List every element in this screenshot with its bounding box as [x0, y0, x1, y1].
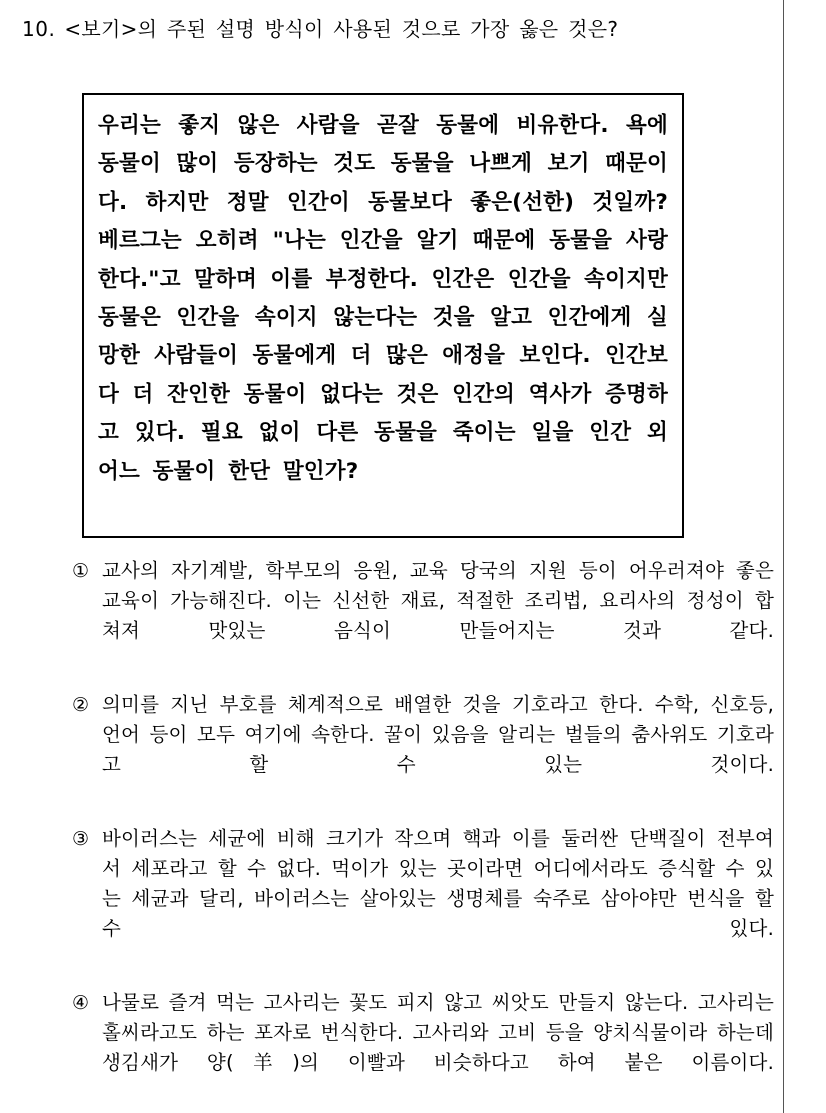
- choice-text-3: 바이러스는 세균에 비해 크기가 작으며 핵과 이를 둘러싼 단백질이 전부여서 세포라고 할 수 없다. 먹이가 있는 곳이라면 어디에서라도 증식할 수 있는 세균과 달리, 바이러스는 살아있는 생명체를 숙주로 삼아야만 번식을 할 수 있다.: [102, 827, 774, 940]
- answer-choice-1[interactable]: [22, 556, 782, 676]
- passage-text: 우리는 좋지 않은 사람을 곧잘 동물에 비유한다. 욕에 동물이 많이 등장하는 것도 동물을 나쁘게 보기 때문이다. 하지만 정말 인간이 동물보다 좋은(선한) 것일까? 베르그는 오히려 "나는 인간을 알기 때문에 동물을 사랑한다."고 말하며 이를 부정한다. 인간은 인간을 속이지만 동물은 인간을 속이지 않는다는 것을 알고 인간에게 실망한 사람들이 동물에게 더 많은 애정을 보인다. 인간보다 더 잔인한 동물이 없다는 것은 인간의 역사가 증명하고 있다. 필요 없이 다른 동물을 죽이는 일을 인간 외 어느 동물이 한단 말인가?: [98, 113, 668, 484]
- passage-box: [82, 93, 684, 538]
- answer-choice-list: [22, 556, 782, 1113]
- choice-marker-3: ③: [72, 828, 90, 850]
- passage-inner: [84, 95, 682, 501]
- question-stem-block: [22, 14, 762, 44]
- choice-marker-4: ④: [72, 992, 90, 1014]
- choice-text-4: 나물로 즐겨 먹는 고사리는 꽃도 피지 않고 씨앗도 만들지 않는다. 고사리는 홀씨라고도 하는 포자로 번식한다. 고사리와 고비 등을 양치식물이라 하는데 생김새가 양(羊)의 이빨과 비슷하다고 하여 붙은 이름이다.: [102, 991, 774, 1074]
- answer-choice-4[interactable]: [22, 988, 782, 1108]
- choice-marker-2: ②: [72, 694, 90, 716]
- question-number: 10.: [22, 17, 56, 41]
- answer-choice-2[interactable]: [22, 690, 782, 810]
- question-stem-text: <보기>의 주된 설명 방식이 사용된 것으로 가장 옳은 것은?: [64, 17, 619, 41]
- choice-text-1: 교사의 자기계발, 학부모의 응원, 교육 당국의 지원 등이 어우러져야 좋은 교육이 가능해진다. 이는 신선한 재료, 적절한 조리법, 요리사의 정성이 합쳐져 맛있는 음식이 만들어지는 것과 같다.: [102, 559, 774, 642]
- page-divider-rule: [783, 0, 784, 1113]
- choice-text-2: 의미를 지닌 부호를 체계적으로 배열한 것을 기호라고 한다. 수학, 신호등, 언어 등이 모두 여기에 속한다. 꿀이 있음을 알리는 벌들의 춤사위도 기호라고 할 수 있는 것이다.: [102, 693, 774, 776]
- answer-choice-3[interactable]: [22, 824, 782, 974]
- choice-marker-1: ①: [72, 560, 90, 582]
